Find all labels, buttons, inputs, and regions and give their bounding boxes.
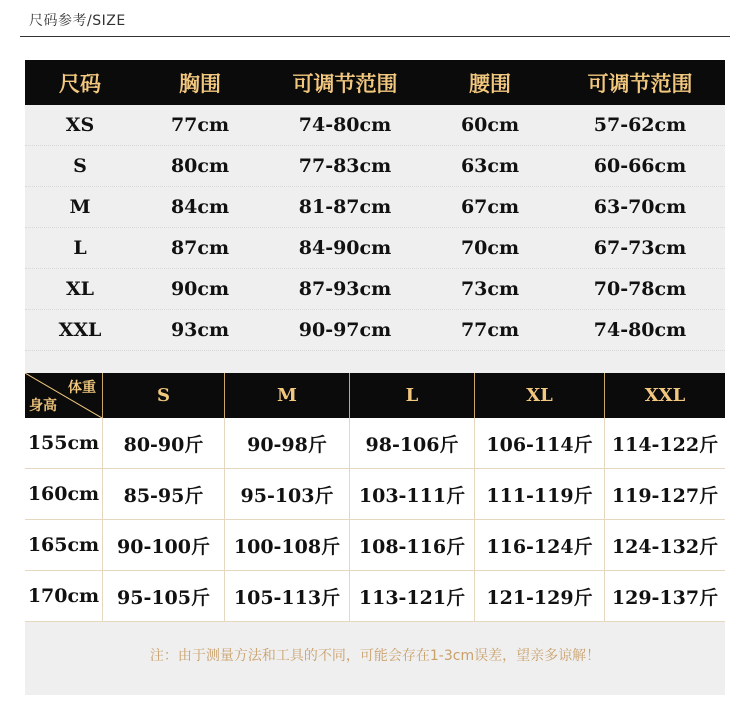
size-cell: S — [73, 155, 87, 177]
weight-cell: 85-95斤 — [102, 469, 224, 519]
table-row — [25, 228, 725, 269]
table-row — [25, 105, 725, 146]
header-chest: 胸围 — [179, 70, 221, 96]
waist-range-cell: 67-73cm — [593, 237, 687, 259]
size-cell: XS — [65, 114, 95, 136]
page-header — [20, 6, 730, 37]
size-chart-panel — [25, 60, 725, 695]
size-col-header: S — [102, 373, 224, 418]
height-weight-table — [25, 373, 725, 622]
weight-cell: 105-113斤 — [224, 571, 349, 621]
weight-cell: 95-105斤 — [102, 571, 224, 621]
weight-cell: 90-100斤 — [102, 520, 224, 570]
table-row — [25, 269, 725, 310]
weight-cell: 95-103斤 — [224, 469, 349, 519]
chest-range-cell: 74-80cm — [298, 114, 392, 136]
chest-range-cell: 77-83cm — [298, 155, 392, 177]
weight-cell: 80-90斤 — [102, 418, 224, 468]
waist-range-cell: 57-62cm — [593, 114, 687, 136]
weight-cell: 106-114斤 — [474, 418, 604, 468]
waist-range-cell: 70-78cm — [593, 278, 687, 300]
chest-range-cell: 81-87cm — [298, 196, 392, 218]
waist-range-cell: 60-66cm — [593, 155, 687, 177]
weight-cell: 90-98斤 — [224, 418, 349, 468]
weight-cell: 98-106斤 — [349, 418, 474, 468]
weight-cell: 108-116斤 — [349, 520, 474, 570]
weight-cell: 114-122斤 — [604, 418, 725, 468]
weight-cell: 111-119斤 — [474, 469, 604, 519]
table-row — [25, 310, 725, 351]
corner-weight-label: 体重 — [68, 380, 96, 396]
weight-cell: 124-132斤 — [604, 520, 725, 570]
table-row — [25, 469, 725, 520]
chest-cell: 87cm — [170, 237, 230, 259]
chest-cell: 77cm — [170, 114, 230, 136]
size-cell: XXL — [58, 319, 102, 341]
size-cell: L — [73, 237, 87, 259]
waist-cell: 60cm — [460, 114, 520, 136]
waist-cell: 77cm — [460, 319, 520, 341]
size-table-header — [25, 60, 725, 105]
table-row — [25, 187, 725, 228]
weight-table-header — [25, 373, 725, 418]
chest-range-cell: 87-93cm — [298, 278, 392, 300]
page-title: 尺码参考/SIZE — [29, 13, 126, 29]
size-col-header: XXL — [604, 373, 725, 418]
weight-cell: 113-121斤 — [349, 571, 474, 621]
size-cell: XL — [65, 278, 95, 300]
height-cell: 165cm — [27, 534, 100, 556]
waist-cell: 67cm — [460, 196, 520, 218]
waist-range-cell: 74-80cm — [593, 319, 687, 341]
chest-cell: 84cm — [170, 196, 230, 218]
height-cell: 170cm — [27, 585, 100, 607]
chest-range-cell: 90-97cm — [298, 319, 392, 341]
height-cell: 160cm — [27, 483, 100, 505]
chest-cell: 80cm — [170, 155, 230, 177]
table-row — [25, 146, 725, 187]
weight-cell: 119-127斤 — [604, 469, 725, 519]
size-col-header: L — [349, 373, 474, 418]
measurement-note: 注：由于测量方法和工具的不同，可能会存在1-3cm误差，望亲多谅解！ — [149, 648, 601, 664]
waist-range-cell: 63-70cm — [593, 196, 687, 218]
size-col-header: M — [224, 373, 349, 418]
table-row — [25, 571, 725, 622]
header-waist-range: 可调节范围 — [587, 70, 693, 96]
chest-range-cell: 84-90cm — [298, 237, 392, 259]
header-waist: 腰围 — [469, 70, 511, 96]
corner-header — [25, 373, 102, 418]
waist-cell: 63cm — [460, 155, 520, 177]
waist-cell: 73cm — [460, 278, 520, 300]
corner-height-label: 身高 — [29, 398, 57, 414]
header-chest-range: 可调节范围 — [292, 70, 398, 96]
header-size: 尺码 — [59, 70, 101, 96]
weight-cell: 103-111斤 — [349, 469, 474, 519]
chest-cell: 90cm — [170, 278, 230, 300]
table-row — [25, 418, 725, 469]
weight-cell: 100-108斤 — [224, 520, 349, 570]
chest-cell: 93cm — [170, 319, 230, 341]
weight-cell: 116-124斤 — [474, 520, 604, 570]
table-row — [25, 520, 725, 571]
size-measurement-table — [25, 60, 725, 351]
size-cell: M — [69, 196, 91, 218]
weight-cell: 129-137斤 — [604, 571, 725, 621]
weight-cell: 121-129斤 — [474, 571, 604, 621]
height-cell: 155cm — [27, 432, 100, 454]
size-col-header: XL — [474, 373, 604, 418]
waist-cell: 70cm — [460, 237, 520, 259]
